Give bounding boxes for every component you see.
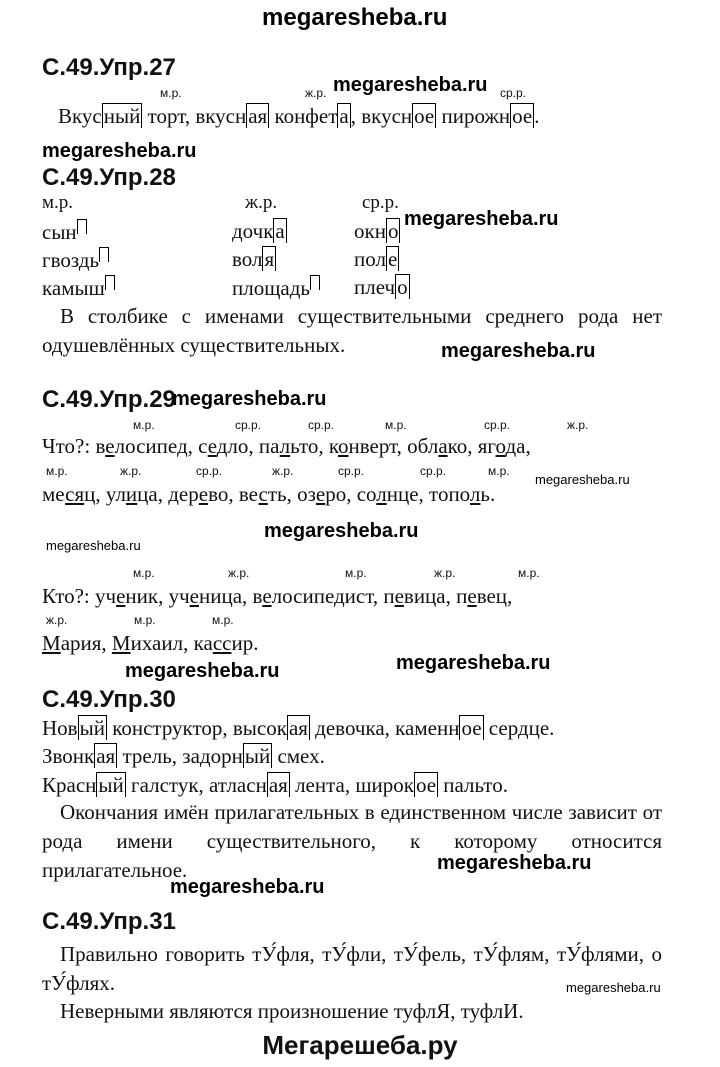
noun-neuter: поле <box>354 247 398 271</box>
noun-masculine: камыш <box>42 275 115 301</box>
noun-neuter: плечо <box>354 275 408 299</box>
watermark: megaresheba.ru <box>441 340 596 362</box>
gender-label: м.р. <box>518 566 540 580</box>
gender-label: ж.р. <box>272 464 294 478</box>
gender-label: ср.р. <box>308 418 335 432</box>
watermark: megaresheba.ru <box>125 660 280 682</box>
noun-neuter: окно <box>354 219 399 243</box>
gender-label: ср.р. <box>420 464 447 478</box>
watermark: megaresheba.ru <box>404 208 559 230</box>
watermark-top: megaresheba.ru <box>262 4 448 31</box>
exercise-28-title: С.49.Упр.28 <box>42 164 176 191</box>
gender-label: ср.р. <box>235 418 262 432</box>
noun-masculine: сын <box>42 219 87 245</box>
watermark: megaresheba.ru <box>566 980 661 995</box>
gender-label: м.р. <box>46 464 68 478</box>
gender-label: ж.р. <box>434 566 456 580</box>
gender-label: м.р. <box>133 418 155 432</box>
exercise-28-text: В столбике с именами существительными среднего рода нет одушевлённых существительных. <box>42 304 662 357</box>
exercise-29-line-2: месяц, улица, дерево, весть, озеро, солнце, тополь. <box>42 482 496 506</box>
gender-label: м.р. <box>133 566 155 580</box>
gender-label: ж.р. <box>120 464 142 478</box>
watermark: megaresheba.ru <box>535 472 630 487</box>
exercise-30-title: С.49.Упр.30 <box>42 686 176 713</box>
gender-label: ср.р. <box>484 418 511 432</box>
gender-label: м.р. <box>385 418 407 432</box>
column-header: ср.р. <box>362 192 399 213</box>
watermark: megaresheba.ru <box>333 74 488 96</box>
gender-label: ср.р. <box>196 464 223 478</box>
watermark: megaresheba.ru <box>46 538 141 553</box>
gender-label: ж.р. <box>567 418 589 432</box>
gender-label: ж.р. <box>228 566 250 580</box>
gender-label: ср.р. <box>500 86 527 100</box>
exercise-27-line: Вкусный торт, вкусная конфета, вкусное пирожное. <box>58 104 540 128</box>
watermark: megaresheba.ru <box>42 140 197 162</box>
exercise-27-title: С.49.Упр.27 <box>42 54 176 81</box>
noun-masculine: гвоздь <box>42 247 109 273</box>
watermark: megaresheba.ru <box>396 652 551 674</box>
exercise-30-line-1: Новый конструктор, высокая девочка, каменное сердце. <box>42 716 555 740</box>
noun-feminine: площадь <box>232 275 320 301</box>
exercise-29-title: С.49.Упр.29 <box>42 386 176 413</box>
watermark: megaresheba.ru <box>264 520 419 542</box>
exercise-29-line-3: Кто?: ученик, ученица, велосипедист, певица, певец, <box>42 584 513 608</box>
gender-label: ж.р. <box>305 86 327 100</box>
gender-label: м.р. <box>160 86 182 100</box>
exercise-31-title: С.49.Упр.31 <box>42 908 176 935</box>
column-header: ж.р. <box>245 192 278 213</box>
gender-label: м.р. <box>212 613 234 627</box>
gender-label: м.р. <box>134 613 156 627</box>
noun-feminine: воля <box>232 247 275 271</box>
watermark: megaresheba.ru <box>170 876 325 898</box>
watermark: megaresheba.ru <box>437 852 592 874</box>
gender-label: ср.р. <box>338 464 365 478</box>
watermark: megaresheba.ru <box>172 388 327 410</box>
column-header: м.р. <box>42 192 74 213</box>
exercise-31-text-2: Неверными являются произношение туфлЯ, туфлИ. <box>60 999 524 1023</box>
exercise-30-line-2: Звонкая трель, задорный смех. <box>42 744 325 768</box>
exercise-30-text: Окончания имён прилагательных в единственном числе зависит от рода имени существительного, к которому относится прилагательное. <box>42 800 662 882</box>
gender-label: м.р. <box>345 566 367 580</box>
gender-label: м.р. <box>488 464 510 478</box>
exercise-30-line-3: Красный галстук, атласная лента, широкое пальто. <box>42 773 508 797</box>
noun-feminine: дочка <box>232 219 285 243</box>
exercise-29-line-4: Мария, Михаил, кассир. <box>42 631 259 655</box>
footer-brand: Мегарешеба.ру <box>262 1030 458 1060</box>
gender-label: ж.р. <box>46 613 68 627</box>
exercise-31-text-1: Правильно говорить тУ́фля, тУ́фли, тУ́фель, тУ́флям, тУ́флями, о тУ́флях. <box>42 942 662 995</box>
exercise-29-line-1: Что?: велосипед, седло, пальто, конверт, облако, ягода, <box>42 434 531 458</box>
